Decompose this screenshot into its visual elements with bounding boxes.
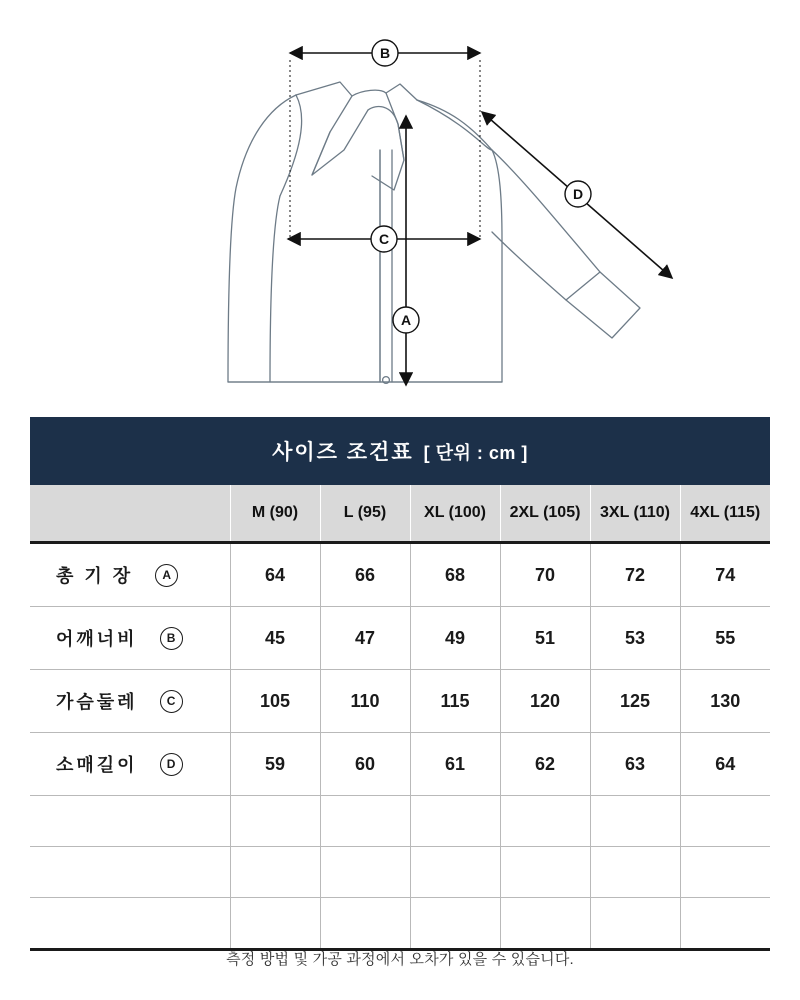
cell-chest-xl: 115 <box>410 670 500 733</box>
cell-length-xl: 68 <box>410 543 500 607</box>
marker-b <box>372 40 398 66</box>
row-label-length: 총 기 장 <box>56 566 134 586</box>
marker-b-icon: B <box>160 627 183 650</box>
cell-length-4xl: 74 <box>680 543 770 607</box>
marker-a-label: A <box>400 312 412 328</box>
cell-chest-3xl: 125 <box>590 670 680 733</box>
marker-d <box>565 181 591 207</box>
cell-chest-m: 105 <box>230 670 320 733</box>
table-row-empty <box>30 898 770 950</box>
table-header-row <box>30 485 770 543</box>
column-header-4xl: 4XL (115) <box>680 485 770 543</box>
column-header-3xl: 3XL (110) <box>590 485 680 543</box>
cell-length-3xl: 72 <box>590 543 680 607</box>
footnote: 측정 방법 및 가공 과정에서 오차가 있을 수 있습니다. <box>226 951 574 968</box>
table-row <box>30 607 770 670</box>
cell-sleeve-4xl: 64 <box>680 733 770 796</box>
row-label-sleeve: 소매길이 <box>56 755 138 775</box>
marker-c-label: C <box>378 231 390 247</box>
garment-measurement-diagram <box>0 0 800 415</box>
cell-shoulder-4xl: 55 <box>680 607 770 670</box>
table-row-empty <box>30 847 770 898</box>
cell-sleeve-3xl: 63 <box>590 733 680 796</box>
row-label-cell-length <box>30 543 230 607</box>
table-row <box>30 670 770 733</box>
row-label-cell-chest <box>30 670 230 733</box>
marker-c <box>371 226 397 252</box>
table-row <box>30 543 770 607</box>
size-chart <box>30 417 770 951</box>
table-title-cell <box>30 417 770 485</box>
row-label-chest: 가슴둘레 <box>56 692 138 712</box>
cell-chest-2xl: 120 <box>500 670 590 733</box>
table-title-row <box>30 417 770 485</box>
marker-a-icon: A <box>155 564 178 587</box>
row-label-shoulder: 어깨너비 <box>56 629 138 649</box>
cell-shoulder-3xl: 53 <box>590 607 680 670</box>
cell-chest-4xl: 130 <box>680 670 770 733</box>
table-unit: [ 단위 : cm ] <box>423 443 528 463</box>
table-row <box>30 733 770 796</box>
cell-shoulder-m: 45 <box>230 607 320 670</box>
cell-length-2xl: 70 <box>500 543 590 607</box>
row-label-cell-sleeve <box>30 733 230 796</box>
row-label-cell-shoulder <box>30 607 230 670</box>
marker-d-label: D <box>572 186 584 202</box>
cell-shoulder-xl: 49 <box>410 607 500 670</box>
marker-c-icon: C <box>160 690 183 713</box>
cell-shoulder-2xl: 51 <box>500 607 590 670</box>
size-table <box>30 417 770 951</box>
table-row-empty <box>30 796 770 847</box>
cell-sleeve-m: 59 <box>230 733 320 796</box>
marker-b-label: B <box>379 45 391 61</box>
header-empty-cell <box>30 485 230 543</box>
cell-sleeve-2xl: 62 <box>500 733 590 796</box>
marker-a <box>393 307 419 333</box>
cell-sleeve-xl: 61 <box>410 733 500 796</box>
column-header-l: L (95) <box>320 485 410 543</box>
cell-shoulder-l: 47 <box>320 607 410 670</box>
column-header-2xl: 2XL (105) <box>500 485 590 543</box>
cell-length-l: 66 <box>320 543 410 607</box>
marker-d-icon: D <box>160 753 183 776</box>
column-header-xl: XL (100) <box>410 485 500 543</box>
column-header-m: M (90) <box>230 485 320 543</box>
cell-length-m: 64 <box>230 543 320 607</box>
table-title: 사이즈 조건표 <box>272 441 414 464</box>
cell-chest-l: 110 <box>320 670 410 733</box>
cell-sleeve-l: 60 <box>320 733 410 796</box>
